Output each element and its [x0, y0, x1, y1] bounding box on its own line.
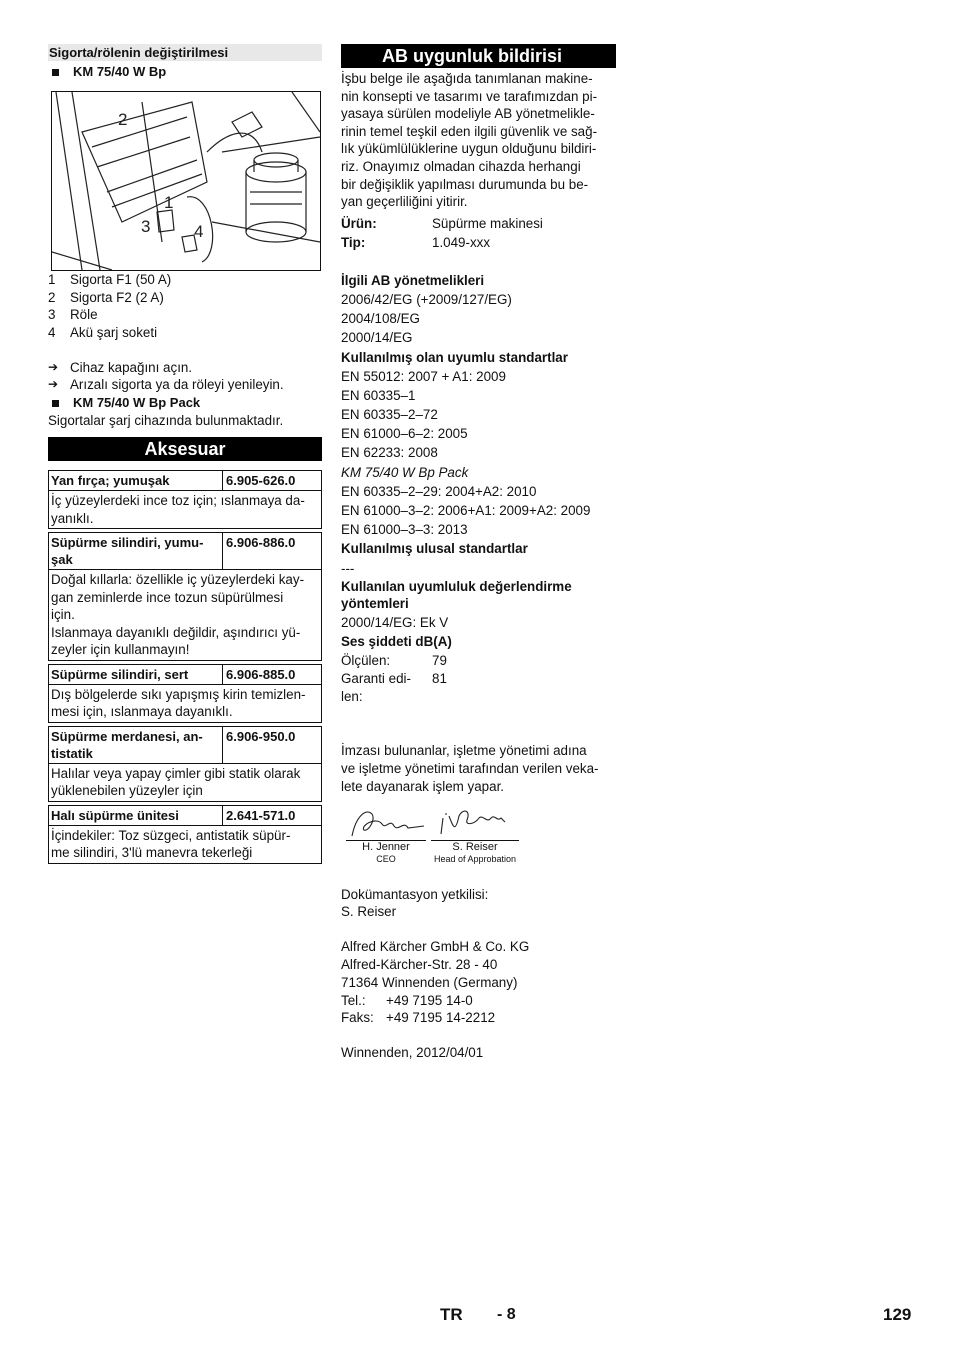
legend-item: 3 Röle: [48, 307, 98, 322]
accessories-title: Aksesuar: [48, 437, 322, 461]
directive-item: 2000/14/EG: [341, 330, 413, 346]
pack-model-label: KM 75/40 W Bp Pack: [341, 464, 469, 480]
left-column: [48, 44, 322, 864]
assessment-value: 2000/14/EG: Ek V: [341, 614, 449, 630]
noise-heading: Ses şiddeti dB(A): [341, 633, 452, 649]
assessment-heading: Kullanılan uyumluluk değerlendirme yöntemleri: [341, 578, 572, 612]
fuse-box-drawing: [52, 92, 320, 270]
figure-legend: [48, 271, 322, 341]
callout-1: 1: [164, 193, 174, 212]
company-address: Alfred Kärcher GmbH & Co. KG Alfred-Kärcher-Str. 28 - 40 71364 Winnenden (Germany) Tel.: +49 7195 14-0 Faks: +49 7195 14-2212: [341, 939, 530, 1026]
model-b-note: Sigortalar şarj cihazında bulunmaktadır.: [48, 413, 284, 428]
standard-item: EN 60335–2–29: 2004+A2: 2010: [341, 483, 537, 499]
documentation-name: S. Reiser: [341, 904, 397, 920]
national-standards-heading: Kullanılmış ulusal standartlar: [341, 541, 528, 557]
standard-item: EN 62233: 2008: [341, 445, 438, 461]
accessory-name: Yan fırça; yumuşak: [49, 471, 223, 490]
signature-block-reiser: [431, 806, 519, 866]
accessory-code: 6.906-886.0: [226, 535, 296, 550]
measured-row: Ölçülen: 79: [341, 653, 447, 669]
standard-item: EN 61000–3–3: 2013: [341, 522, 468, 538]
accessory-desc: Dış bölgelerde sıkı yapışmış kirin temizlen- mesi için, ıslanmaya dayanıklı.: [51, 686, 306, 719]
documentation-label: Dokümantasyon yetkilisi:: [341, 886, 489, 902]
step-open-cover: ➔ Cihaz kapağını açın.: [48, 359, 193, 375]
accessory-name: Halı süpürme ünitesi: [49, 806, 223, 825]
signer1-title: CEO: [376, 854, 396, 865]
accessory-code: 6.905-626.0: [226, 473, 296, 488]
standard-item: EN 61000–6–2: 2005: [341, 426, 468, 442]
standard-item: EN 60335–1: [341, 387, 416, 403]
accessory-item: [48, 805, 322, 864]
accessory-desc: Halılar veya yapay çimler gibi statik olarak yüklenebilen yüzeyler için: [51, 765, 301, 798]
callout-3: 3: [141, 217, 151, 236]
accessory-item: [48, 470, 322, 529]
declaration-title: AB uygunluk bildirisi: [341, 44, 616, 68]
declaration-intro: İşbu belge ile aşağıda tanımlanan makine- nin konsepti ve tasarımı ve tarafımızdan pi- yasaya sürülen modeliyle AB yönetmelikle- rinin temel teşkil eden ilgili güvenlik ve sağ- lık yükümlülüklerine uygun olduğunu bildiri- riz. Onayımız olmadan cihazda herhangi bir değişiklik yapılması durumunda bu be- yan geçerliliğini yitirir.: [341, 71, 598, 210]
fuse-box-illustration: [51, 91, 321, 271]
standard-item: EN 55012: 2007 + A1: 2009: [341, 368, 506, 384]
legend-item: 2 Sigorta F2 (2 A): [48, 289, 164, 305]
arrow-right-icon: ➔: [48, 359, 59, 374]
accessory-desc: İçindekiler: Toz süzgeci, antistatik süpür- me silindiri, 3'lü manevra tekerleği: [51, 827, 291, 860]
legend-item: 1 Sigorta F1 (50 A): [48, 272, 172, 287]
signature-block-jenner: [346, 806, 426, 866]
fuse-heading: Sigorta/rölenin değiştirilmesi: [48, 44, 322, 61]
product-row: Ürün: Süpürme makinesi: [341, 215, 543, 231]
signatories-text: İmzası bulunanlar, işletme yönetimi adına ve işletme yönetimi tarafından verilen veka- lete dayanarak işlem yapar.: [341, 743, 599, 794]
accessory-code: 6.906-885.0: [226, 666, 296, 682]
model-b-text: KM 75/40 W Bp Pack: [73, 395, 201, 411]
standard-item: EN 60335–2–72: [341, 407, 438, 423]
model-a-text: KM 75/40 W Bp: [73, 64, 167, 80]
signer2-title: Head of Approbation: [433, 854, 517, 865]
accessory-code: 2.641-571.0: [226, 807, 296, 823]
model-b-label: [48, 394, 322, 412]
guaranteed-row: Garanti edi- len: 81: [341, 671, 447, 705]
directive-item: 2006/42/EG (+2009/127/EG): [341, 291, 512, 307]
model-a-label: [48, 63, 322, 81]
signer1-name: H. Jenner: [346, 840, 426, 854]
type-row: Tip: 1.049-xxx: [341, 234, 491, 250]
accessory-desc: İç yüzeylerdeki ince toz için; ıslanmaya da- yanıklı.: [51, 493, 305, 526]
standards-heading: Kullanılmış olan uyumlu standartlar: [341, 349, 568, 365]
step-replace-fuse: ➔ Arızalı sigorta ya da röleyi yenileyin.: [48, 377, 284, 393]
place-date: Winnenden, 2012/04/01: [341, 1045, 484, 1061]
callout-4: 4: [194, 222, 204, 241]
accessory-item: [48, 532, 322, 661]
signature-jenner-icon: [346, 806, 426, 840]
accessory-desc: Doğal kıllarla: özellikle iç yüzeylerdeki kay- gan zeminlerde ince tozun süpürülmesi için. Islanmaya dayanıklı değildir, aşındırıcı yü- zeyler için kullanmayın!: [51, 572, 305, 657]
legend-item: 4 Akü şarj soketi: [48, 324, 158, 340]
accessory-name: Süpürme silindiri, sert: [49, 665, 223, 684]
accessory-item: [48, 726, 322, 802]
footer-page-number: 129: [883, 1305, 912, 1324]
square-bullet-icon: [52, 400, 59, 407]
accessory-item: [48, 664, 322, 723]
directives-heading: İlgili AB yönetmelikleri: [341, 272, 485, 288]
accessory-code: 6.906-950.0: [226, 728, 296, 744]
signatures: [341, 806, 616, 868]
square-bullet-icon: [52, 69, 59, 76]
national-standards-value: ---: [341, 560, 355, 576]
signature-reiser-icon: [431, 806, 519, 840]
accessory-name: Süpürme merdanesi, an- tistatik: [49, 727, 223, 763]
callout-2: 2: [118, 110, 128, 129]
footer-language: TR: [440, 1305, 463, 1324]
accessory-name: Süpürme silindiri, yumu- şak: [49, 533, 223, 569]
standard-item: EN 61000–3–2: 2006+A1: 2009+A2: 2009: [341, 503, 591, 518]
arrow-right-icon: ➔: [48, 377, 59, 392]
directive-item: 2004/108/EG: [341, 311, 420, 327]
right-column: [341, 44, 616, 1062]
footer-section-page: - 8: [497, 1306, 516, 1323]
signer2-name: S. Reiser: [431, 840, 519, 854]
